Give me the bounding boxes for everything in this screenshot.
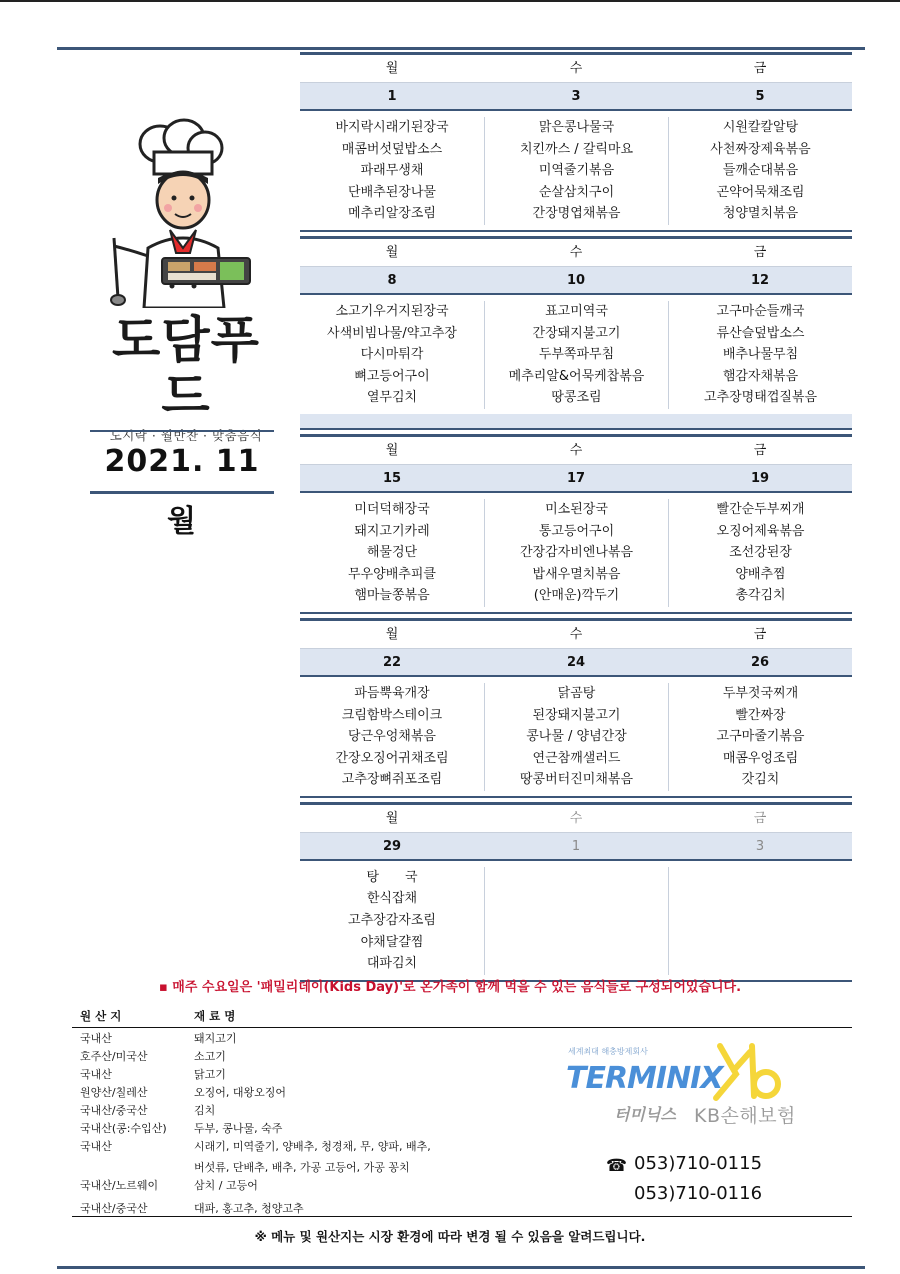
week-1 [300, 52, 852, 232]
week-4 [300, 618, 852, 798]
menu-mon [300, 683, 484, 791]
origin-source: 국내산(콩:수입산) [80, 1122, 167, 1135]
day-fri: 금 [753, 810, 767, 826]
menu-item: 고구마순들깨국 [716, 303, 805, 319]
menu-mon [300, 117, 484, 225]
day-wed: 수 [569, 626, 583, 642]
brand-block [96, 312, 276, 444]
origin-header-ingredient: 재 료 명 [194, 1009, 236, 1023]
menu-fri [668, 499, 852, 607]
menu-fri [668, 683, 852, 791]
menu-item: 두부젓국찌개 [722, 685, 799, 701]
menu-item: 배추나물무침 [722, 347, 799, 363]
brand-name: 도담푸드 [112, 311, 260, 425]
menu-item: 닭곰탕 [557, 685, 596, 701]
family-day-notice: ▪ 매주 수요일은 '패밀리데이(Kids Day)'로 온가족이 함께 먹을 수 있는 음식들로 구성되어있습니다. [158, 980, 742, 995]
menu-item: 땅콩버터진미채볶음 [519, 772, 634, 788]
menu-item: 파듬뿍육개장 [354, 685, 430, 701]
frame-top-rule [57, 47, 865, 50]
origin-ingredient: 버섯류, 단배추, 배추, 가공 고등어, 가공 꽁치 [194, 1161, 410, 1174]
menu-item: 매콤버섯덮밥소스 [341, 141, 443, 157]
menu-item: 고추장감자조림 [348, 913, 436, 929]
origin-source: 국내산/중국산 [80, 1202, 148, 1215]
menu-item: 당근우엉채볶음 [348, 729, 436, 745]
menu-item: 맑은콩나물국 [538, 120, 615, 135]
menu-item: 소고기우거지된장국 [335, 303, 449, 319]
menu-item: 빨간짜장 [735, 707, 786, 723]
menu-item: (안매운)깍두기 [533, 588, 620, 604]
terminix-korean-name: 터미닉스 [614, 1105, 676, 1124]
menu-wed [484, 117, 668, 225]
day-wed: 수 [569, 810, 583, 826]
menu-item: 간장돼지불고기 [532, 325, 621, 341]
menu-fri [668, 117, 852, 225]
menu-item: 열무김치 [366, 390, 418, 406]
menu-item: 탕 국 [366, 869, 418, 885]
menu-fri-empty [668, 867, 852, 975]
origin-source: 국내산/노르웨이 [80, 1179, 159, 1192]
menu-item: 총각김치 [735, 588, 786, 604]
date-fri: 5 [755, 89, 765, 104]
menu-item: 곤약어묵채조림 [716, 184, 805, 200]
origin-source: 원양산/칠레산 [80, 1086, 148, 1099]
terminix-logo: TERMINIX [566, 1061, 723, 1096]
day-wed: 수 [569, 442, 583, 458]
menu-item: 두부쪽파무침 [538, 347, 615, 363]
day-fri: 금 [753, 626, 767, 642]
frame-bottom-rule [57, 1266, 865, 1269]
date-wed: 3 [571, 89, 581, 104]
day-header-row [300, 437, 852, 465]
date-mon: 1 [387, 89, 397, 104]
menu-item: 사천짜장제육볶음 [710, 141, 811, 157]
menu-item: 바지락시래기된장국 [335, 120, 449, 135]
menu-item: 표고미역국 [545, 303, 608, 319]
menu-item: 단배추된장나물 [348, 184, 436, 200]
menu-item: 땅콩조림 [551, 390, 602, 406]
day-fri: 금 [753, 244, 767, 260]
date-mon: 29 [382, 838, 402, 854]
day-mon: 월 [385, 442, 399, 458]
origin-source [72, 1159, 194, 1177]
menu-item: 고추장명태껍질볶음 [703, 390, 818, 406]
date-mon: 8 [387, 272, 397, 288]
menu-item: 간장감자비엔나볶음 [519, 545, 634, 561]
day-fri: 금 [753, 442, 767, 458]
origin-header-source: 원 산 지 [80, 1009, 122, 1023]
day-mon: 월 [385, 626, 399, 642]
date-row [300, 83, 852, 111]
date-mon: 15 [382, 470, 402, 486]
origin-ingredient: 삼치 / 고등어 [194, 1179, 258, 1192]
menu-row [300, 861, 852, 982]
date-fri: 3 [755, 838, 765, 854]
menu-wed [484, 683, 668, 791]
menu-item: 류산슬덮밥소스 [716, 325, 805, 341]
origin-ingredient: 두부, 콩나물, 숙주 [194, 1122, 283, 1135]
menu-item: 양배추찜 [735, 566, 786, 582]
menu-wed [484, 499, 668, 607]
date-wed: 10 [566, 272, 586, 288]
day-mon: 월 [385, 810, 399, 826]
day-wed: 수 [569, 61, 583, 76]
menu-item: 무우양배추피클 [348, 566, 436, 582]
menu-item: 치킨까스 / 갈릭마요 [519, 141, 634, 157]
day-header-row [300, 621, 852, 649]
phone-number-2[interactable]: 053)710-0116 [634, 1183, 763, 1204]
menu-item: 메추리알&어묵케찹볶음 [508, 368, 645, 384]
phone-icon: ☎ [606, 1156, 628, 1176]
origin-ingredient: 김치 [194, 1104, 216, 1117]
origin-source: 국내산 [80, 1140, 112, 1153]
menu-item: 다시마튀각 [360, 347, 424, 363]
date-wed: 24 [566, 654, 586, 670]
day-header-row [300, 805, 852, 833]
menu-item: 햄마늘쫑볶음 [354, 588, 430, 604]
month-title-box [90, 430, 274, 539]
origin-source: 국내산/중국산 [80, 1104, 148, 1117]
menu-item: 밥새우멸치볶음 [532, 566, 621, 582]
menu-item: 미더덕해장국 [354, 501, 430, 517]
menu-item: 파래무생채 [360, 163, 424, 179]
menu-item: 한식잡채 [366, 891, 418, 907]
menu-item: 뼈고등어구이 [354, 368, 430, 384]
menu-item: 간장오징어귀채조림 [335, 750, 449, 766]
date-row [300, 649, 852, 677]
top-rule [0, 0, 900, 2]
menu-item: 미역줄기볶음 [538, 163, 615, 179]
menu-fri [668, 301, 852, 409]
menu-mon [300, 301, 484, 409]
chef-mascot-icon [100, 118, 260, 308]
menu-row [300, 677, 852, 798]
origin-ingredient: 오징어, 대왕오징어 [194, 1086, 287, 1099]
menu-row [300, 295, 852, 414]
menu-table [300, 52, 852, 982]
week-2 [300, 236, 852, 430]
menu-row [300, 493, 852, 614]
date-fri: 12 [750, 272, 770, 288]
date-wed: 1 [571, 838, 581, 854]
day-fri: 금 [753, 61, 767, 76]
day-mon: 월 [385, 244, 399, 260]
menu-item: 메추리알장조림 [348, 206, 436, 222]
menu-item: 연근참깨샐러드 [532, 750, 621, 766]
menu-item: 통고등어구이 [538, 523, 615, 539]
menu-wed [484, 301, 668, 409]
origin-ingredient: 닭고기 [194, 1068, 226, 1081]
month-title: 2021. 11월 [104, 444, 260, 539]
menu-item: 야채달걀찜 [360, 934, 424, 950]
menu-item: 들깨순대볶음 [722, 163, 799, 179]
date-fri: 26 [750, 654, 770, 670]
menu-item: 갓김치 [741, 772, 780, 788]
date-row [300, 833, 852, 861]
origin-ingredient: 돼지고기 [194, 1032, 237, 1045]
day-mon: 월 [385, 61, 399, 76]
menu-item: 순살삼치구이 [538, 184, 615, 200]
menu-item: 대파김치 [366, 956, 418, 972]
menu-item: 크림함박스테이크 [341, 707, 443, 723]
menu-item: 된장돼지불고기 [532, 707, 621, 723]
origin-ingredient: 시래기, 미역줄기, 양배추, 청경채, 무, 양파, 배추, [194, 1140, 431, 1153]
footer-note: ※ 메뉴 및 원산지는 시장 환경에 따라 변경 될 수 있음을 알려드립니다. [254, 1229, 646, 1244]
menu-item: 해물겅단 [366, 545, 418, 561]
week-spacer [300, 414, 852, 430]
date-mon: 22 [382, 654, 402, 670]
week-5 [300, 802, 852, 982]
day-header-row [300, 239, 852, 267]
menu-wed-empty [484, 867, 668, 975]
menu-item: 돼지고기카레 [354, 523, 430, 539]
origin-source: 호주산/미국산 [80, 1050, 148, 1063]
menu-item: 시원칼칼알탕 [722, 120, 799, 135]
menu-item: 고구마줄기볶음 [716, 729, 805, 745]
day-wed: 수 [569, 244, 583, 260]
menu-item: 햄감자채볶음 [722, 368, 799, 384]
origin-source: 국내산 [80, 1068, 112, 1081]
origin-ingredient: 소고기 [194, 1050, 226, 1063]
menu-item: 오징어제육볶음 [716, 523, 805, 539]
date-row [300, 267, 852, 295]
week-3 [300, 434, 852, 614]
date-wed: 17 [566, 470, 586, 486]
day-header-row [300, 55, 852, 83]
date-fri: 19 [750, 470, 770, 486]
menu-item: 조선강된장 [729, 545, 792, 561]
menu-item: 빨간순두부찌개 [716, 501, 805, 517]
menu-row [300, 111, 852, 232]
menu-item: 콩나물 / 양념간장 [526, 729, 627, 745]
menu-item: 간장명엽채볶음 [532, 206, 621, 222]
origin-bottom-rule [72, 1216, 852, 1217]
brand-subtitle: 도시락 · 월반찬 · 맞춤음식 [109, 428, 263, 443]
terminix-tagline: 세계최대 해충방제회사 [568, 1047, 648, 1056]
menu-item: 미소된장국 [545, 501, 608, 517]
kb-insurance-name: KB손해보험 [694, 1105, 796, 1127]
menu-item: 매콤우엉조림 [722, 750, 799, 766]
kb-star-logo-icon [706, 1040, 786, 1106]
origin-ingredient: 대파, 홍고추, 청양고추 [194, 1202, 304, 1215]
menu-mon [300, 867, 484, 975]
menu-item: 사색비빔나물/약고추장 [327, 325, 457, 341]
menu-mon [300, 499, 484, 607]
menu-item: 청양멸치볶음 [722, 206, 799, 222]
phone-number-1[interactable]: 053)710-0115 [634, 1153, 763, 1174]
date-row [300, 465, 852, 493]
origin-header [72, 1006, 852, 1028]
origin-source: 국내산 [80, 1032, 112, 1045]
menu-item: 고추장뼈쥐포조림 [341, 772, 443, 788]
